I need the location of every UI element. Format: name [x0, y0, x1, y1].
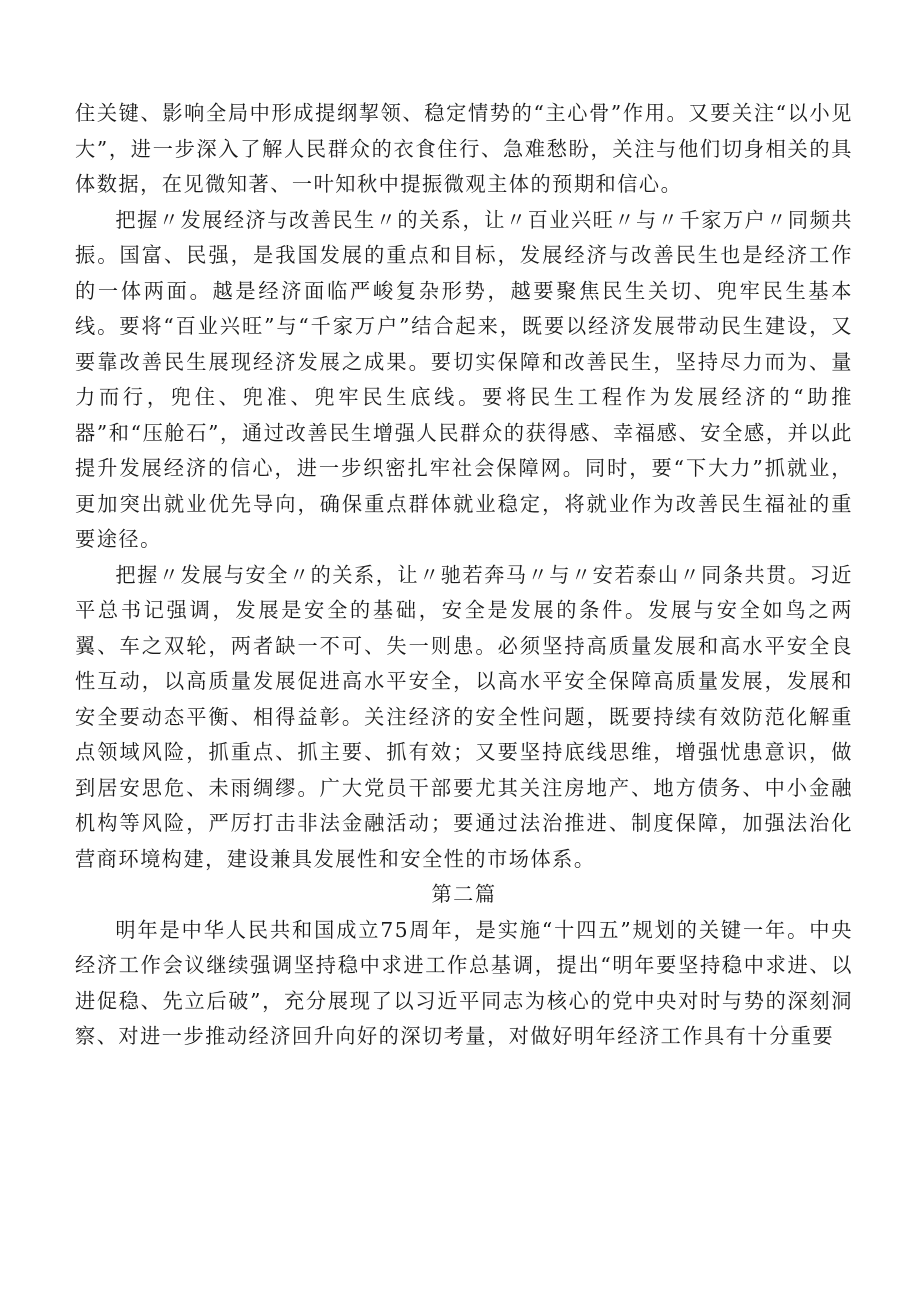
document-page [75, 96, 853, 1055]
paragraph-second-article: 明年是中华人民共和国成立75周年，是实施“十四五”规划的关键一年。中央经济工作会议继续强调坚持稳中求进工作总基调，提出“明年要坚持稳中求进、以进促稳、先立后破”，充分展现了以习近平同志为核心的党中央对时与势的深刻洞察、对进一步推动经济回升向好的深切考量，对做好明年经济工作具有十分重要 [75, 917, 853, 1048]
paragraph-continuation: 住关键、影响全局中形成提纲挈领、稳定情势的“主心骨”作用。又要关注“以小见大”，进一步深入了解人民群众的衣食住行、急难愁盼，关注与他们切身相关的具体数据，在见微知著、一叶知秋中提振微观主体的预期和信心。 [75, 101, 853, 196]
section-heading: 第二篇 [431, 882, 497, 906]
paragraph-economy-livelihood: 把握〃发展经济与改善民生〃的关系，让〃百业兴旺〃与〃千家万户〃同频共振。国富、民强，是我国发展的重点和目标，发展经济与改善民生也是经济工作的一体两面。越是经济面临严峻复杂形势，越要聚焦民生关切、兜牢民生基本线。要将“百业兴旺”与“千家万户”结合起来，既要以经济发展带动民生建设，又要靠改善民生展现经济发展之成果。要切实保障和改善民生，坚持尽力而为、量力而行，兜住、兜准、兜牢民生底线。要将民生工程作为发展经济的“助推器”和“压舱石”，通过改善民生增强人民群众的获得感、幸福感、安全感，并以此提升发展经济的信心，进一步织密扎牢社会保障网。同时，要“下大力”抓就业，更加突出就业优先导向，确保重点群体就业稳定，将就业作为改善民生福祉的重要途径。 [75, 207, 853, 551]
paragraph-development-security: 把握〃发展与安全〃的关系，让〃驰若奔马〃与〃安若泰山〃同条共贯。习近平总书记强调，发展是安全的基础，安全是发展的条件。发展与安全如鸟之两翼、车之双轮，两者缺一不可、失一则患。必须坚持高质量发展和高水平安全良性互动，以高质量发展促进高水平安全，以高水平安全保障高质量发展，发展和安全要动态平衡、相得益彰。关注经济的安全性问题，既要持续有效防范化解重点领域风险，抓重点、抓主要、抓有效；又要坚持底线思维，增强忧患意识，做到居安思危、未雨绸缪。广大党员干部要尤其关注房地产、地方债务、中小金融机构等风险，严厉打击非法金融活动；要通过法治推进、制度保障，加强法治化营商环境构建，建设兼具发展性和安全性的市场体系。 [75, 562, 853, 871]
